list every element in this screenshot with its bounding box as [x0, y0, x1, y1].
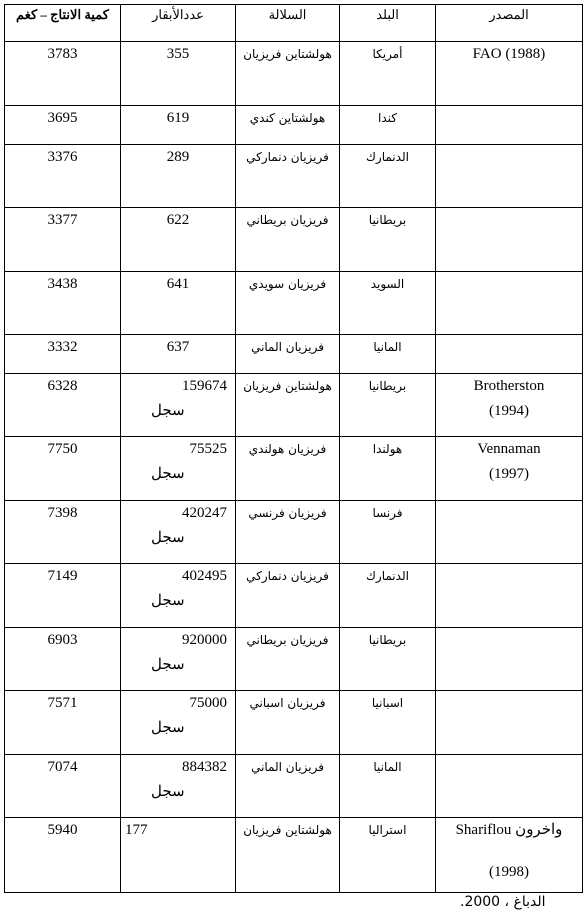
cell-cows — [121, 106, 236, 145]
header-production: كمية الانتاج – كغم — [5, 5, 121, 42]
table-row — [5, 208, 583, 272]
cell-production: 3783 — [5, 42, 121, 106]
cows-count: 75000 — [189, 695, 227, 711]
source-year: (1994) — [489, 403, 529, 419]
cows-unit: سجل — [151, 657, 185, 673]
source-line: FAO (1988) — [472, 46, 546, 62]
cell-production: 7571 — [5, 691, 121, 755]
table-row — [5, 437, 583, 501]
cell-cows — [121, 755, 236, 818]
table-caption: الدباغ ، 2000. — [460, 894, 546, 910]
cell-country: فرنسا — [340, 501, 436, 564]
cell-source — [436, 145, 583, 208]
cell-country: بريطانيا — [340, 208, 436, 272]
cows-unit: سجل — [151, 720, 185, 736]
cows-unit: سجل — [151, 593, 185, 609]
cell-country: السويد — [340, 272, 436, 335]
cell-breed: هولشتاين فريزيان — [236, 818, 340, 893]
cell-production: 7074 — [5, 755, 121, 818]
source-line: Brotherston — [473, 378, 545, 394]
cell-country: بريطانيا — [340, 374, 436, 437]
cell-source — [436, 42, 583, 106]
cell-breed: هولشتاين كندي — [236, 106, 340, 145]
header-country: البلد — [340, 5, 436, 42]
cell-source — [436, 208, 583, 272]
cell-cows — [121, 501, 236, 564]
cell-cows — [121, 42, 236, 106]
cows-count: 637 — [166, 339, 190, 355]
cell-country: الدنمارك — [340, 564, 436, 628]
cows-unit: سجل — [151, 466, 185, 482]
cell-source — [436, 818, 583, 893]
cell-country: استراليا — [340, 818, 436, 893]
cell-source — [436, 437, 583, 501]
cell-cows — [121, 374, 236, 437]
header-row — [5, 5, 583, 42]
cell-cows — [121, 437, 236, 501]
cell-production: 7750 — [5, 437, 121, 501]
cell-breed: فريزيان بريطاني — [236, 208, 340, 272]
cows-count: 920000 — [182, 632, 227, 648]
cell-source — [436, 374, 583, 437]
cell-country: الدنمارك — [340, 145, 436, 208]
table-row — [5, 272, 583, 335]
cell-breed: فريزيان اسباني — [236, 691, 340, 755]
cell-cows — [121, 691, 236, 755]
cell-production: 6903 — [5, 628, 121, 691]
table-row — [5, 818, 583, 893]
cell-production: 3376 — [5, 145, 121, 208]
cell-source — [436, 564, 583, 628]
cows-count: 75525 — [189, 441, 227, 457]
table-row — [5, 145, 583, 208]
cell-production: 7398 — [5, 501, 121, 564]
cows-count: 884382 — [182, 759, 227, 775]
cell-country: أمريكا — [340, 42, 436, 106]
cell-production: 3695 — [5, 106, 121, 145]
cell-breed: فريزيان هولندي — [236, 437, 340, 501]
cell-country: بريطانيا — [340, 628, 436, 691]
cell-cows — [121, 145, 236, 208]
production-table — [4, 4, 583, 893]
table-row — [5, 755, 583, 818]
cell-source — [436, 501, 583, 564]
cell-production: 6328 — [5, 374, 121, 437]
cell-cows — [121, 628, 236, 691]
cell-cows — [121, 272, 236, 335]
cell-breed: فريزيان الماني — [236, 755, 340, 818]
source-line: Shariflou واخرون — [455, 822, 563, 838]
source-year: (1998) — [489, 864, 529, 880]
cows-unit: سجل — [151, 784, 185, 800]
cows-count: 622 — [166, 212, 190, 228]
cell-breed: فريزيان دنماركي — [236, 145, 340, 208]
cell-source — [436, 755, 583, 818]
source-line: Vennaman — [477, 441, 541, 457]
table-row — [5, 335, 583, 374]
cows-count: 402495 — [182, 568, 227, 584]
cows-count: 619 — [166, 110, 190, 126]
cell-breed: فريزيان الماني — [236, 335, 340, 374]
source-year: (1997) — [489, 466, 529, 482]
cell-country: هولندا — [340, 437, 436, 501]
table-row — [5, 106, 583, 145]
cell-cows — [121, 818, 236, 893]
cows-count: 641 — [166, 276, 190, 292]
cell-source — [436, 691, 583, 755]
cell-production: 5940 — [5, 818, 121, 893]
table-row — [5, 691, 583, 755]
cell-breed: فريزيان بريطاني — [236, 628, 340, 691]
cell-source — [436, 335, 583, 374]
cell-country: المانيا — [340, 755, 436, 818]
cows-count: 355 — [166, 46, 190, 62]
cell-production: 3438 — [5, 272, 121, 335]
table-row — [5, 374, 583, 437]
cell-breed: فريزيان دنماركي — [236, 564, 340, 628]
cell-country: المانيا — [340, 335, 436, 374]
cows-count: 420247 — [182, 505, 227, 521]
header-cows: عددالأبقار — [121, 5, 236, 42]
table-row — [5, 564, 583, 628]
cows-count: 159674 — [182, 378, 227, 394]
cell-source — [436, 106, 583, 145]
cell-country: كندا — [340, 106, 436, 145]
cows-count: 177 — [125, 822, 148, 838]
cell-breed: هولشتاين فريزيان — [236, 42, 340, 106]
cell-breed: هولشتاين فريزيان — [236, 374, 340, 437]
header-breed: السلالة — [236, 5, 340, 42]
cell-breed: فريزيان سويدي — [236, 272, 340, 335]
table-row — [5, 628, 583, 691]
cows-unit: سجل — [151, 403, 185, 419]
cows-unit: سجل — [151, 530, 185, 546]
cell-cows — [121, 564, 236, 628]
cell-cows — [121, 335, 236, 374]
cell-production: 3377 — [5, 208, 121, 272]
cell-source — [436, 628, 583, 691]
cows-count: 289 — [166, 149, 190, 165]
table-row — [5, 42, 583, 106]
cell-cows — [121, 208, 236, 272]
header-source: المصدر — [436, 5, 583, 42]
cell-production: 7149 — [5, 564, 121, 628]
cell-production: 3332 — [5, 335, 121, 374]
table-row — [5, 501, 583, 564]
cell-breed: فريزيان فرنسي — [236, 501, 340, 564]
cell-country: اسبانيا — [340, 691, 436, 755]
cell-source — [436, 272, 583, 335]
